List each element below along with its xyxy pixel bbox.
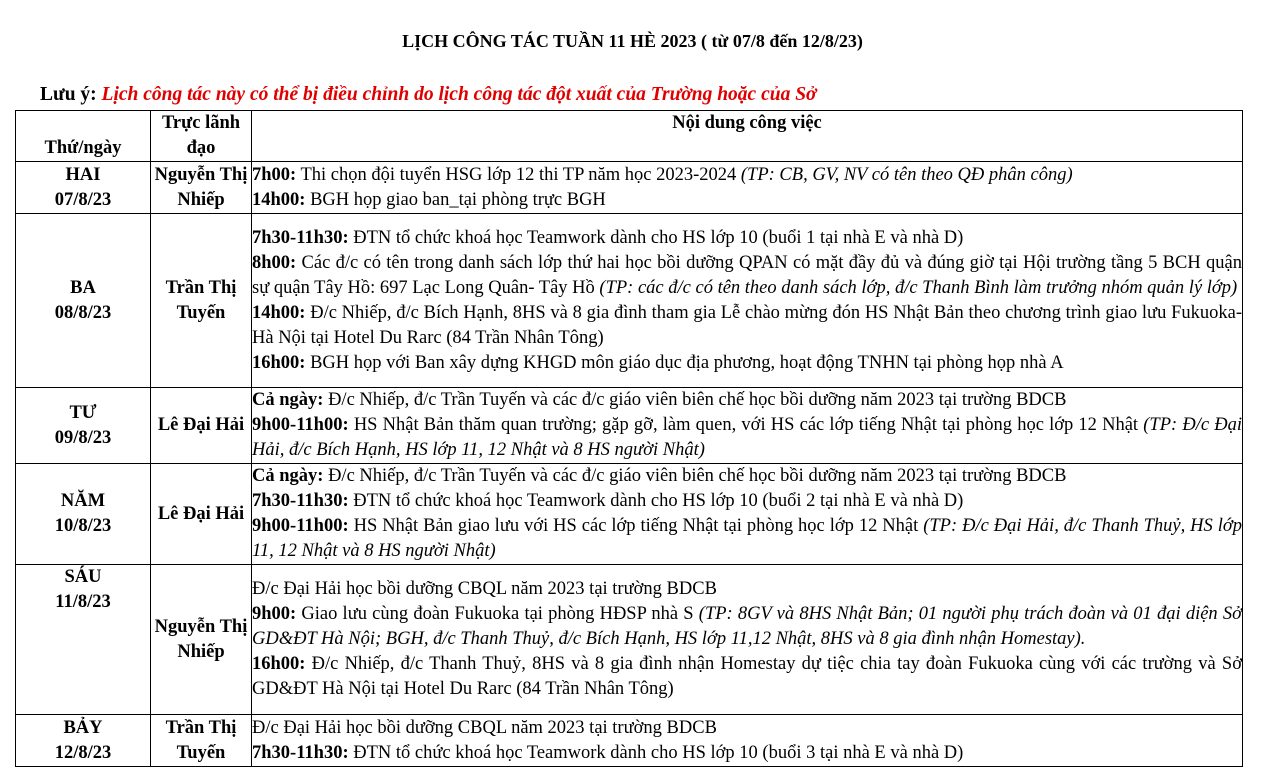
task-item [252, 351, 1242, 376]
task-time: 9h00-11h00: [252, 415, 349, 435]
schedule-row [16, 162, 1243, 214]
day-date: 11/8/23 [55, 592, 111, 612]
schedule-table [15, 110, 1243, 767]
task-item [252, 226, 1242, 251]
day-date: 08/8/23 [54, 302, 112, 323]
task-text: BGH họp giao ban_tại phòng trực BGH [305, 189, 606, 210]
task-text: Đ/c Nhiếp, đ/c Bích Hạnh, 8HS và 8 gia đình tham gia Lễ chào mừng đón HS Nhật Bản theo chương trình giao lưu Fukuoka- Hà Nội tại Hotel Du Rarc (84 Trần Nhân Tông) [252, 302, 1242, 348]
header-day: Thứ/ngày [16, 111, 151, 162]
note-line [40, 84, 817, 106]
day-cell [16, 715, 151, 767]
task-item [252, 716, 1242, 741]
task-time: 9h00: [252, 604, 297, 624]
task-text: HS Nhật Bản thăm quan trường; gặp gỡ, làm quen, với HS các lớp tiếng Nhật tại phòng học lớp 12 Nhật [348, 415, 1144, 435]
task-note: (TP: các đ/c có tên theo danh sách lớp, đ/c Thanh Bình làm trưởng nhóm quản lý lớp) [599, 277, 1238, 298]
task-item [252, 602, 1242, 652]
task-time: Cả ngày: [252, 390, 324, 410]
task-time: 8h00: [252, 252, 297, 273]
task-text: Giao lưu cùng đoàn Fukuoka tại phòng HĐSP nhà S [296, 604, 699, 624]
task-item [252, 577, 1242, 602]
task-item [252, 464, 1242, 489]
leader-cell: Lê Đại Hải [151, 388, 252, 464]
task-time: 7h30-11h30: [252, 491, 349, 511]
task-item [252, 251, 1242, 301]
day-date: 10/8/23 [54, 516, 112, 536]
leader-cell: Trần Thị Tuyến [151, 214, 252, 388]
content-cell [252, 214, 1243, 388]
task-time: 7h30-11h30: [252, 742, 349, 763]
task-item [252, 413, 1242, 463]
leader-cell: Lê Đại Hải [151, 464, 252, 565]
task-note: (TP: CB, GV, NV có tên theo QĐ phân công) [740, 164, 1073, 185]
header-leader: Trực lãnh đạo [151, 111, 252, 162]
day-date: 12/8/23 [54, 742, 112, 763]
task-item [252, 652, 1242, 702]
task-text: HS Nhật Bản giao lưu với HS các lớp tiếng Nhật tại phòng học lớp 12 Nhật [348, 516, 924, 536]
task-item [252, 514, 1242, 564]
task-item [252, 388, 1242, 413]
task-note: (TP: Đ/c Đại Hải, đ/c Bích Hạnh, HS lớp 11, 12 Nhật và 8 HS người Nhật) [252, 415, 1242, 460]
task-text: BGH họp với Ban xây dựng KHGD môn giáo dục địa phương, hoạt động TNHN tại phòng họp nhà A [305, 352, 1064, 373]
schedule-row [16, 715, 1243, 767]
day-name: NĂM [60, 491, 106, 511]
day-cell [16, 464, 151, 565]
page-title: LỊCH CÔNG TÁC TUẦN 11 HÈ 2023 ( từ 07/8 đến 12/8/23) [402, 31, 863, 51]
leader-cell: Nguyễn Thị Nhiếp [151, 565, 252, 715]
content-cell [252, 162, 1243, 214]
task-text: ĐTN tổ chức khoá học Teamwork dành cho HS lớp 10 (buổi 1 tại nhà E và nhà D) [348, 227, 964, 248]
day-cell [16, 388, 151, 464]
header-row [16, 111, 1243, 162]
task-time: 16h00: [252, 352, 306, 373]
day-date: 07/8/23 [54, 189, 112, 210]
day-name: HAI [65, 164, 101, 185]
task-time: 16h00: [252, 654, 306, 674]
content-cell [252, 388, 1243, 464]
leader-cell: Nguyễn Thị Nhiếp [151, 162, 252, 214]
task-text: ĐTN tổ chức khoá học Teamwork dành cho HS lớp 10 (buổi 3 tại nhà E và nhà D) [348, 742, 964, 763]
task-note: (TP: Đ/c Đại Hải, đ/c Thanh Thuỷ, HS lớp 11, 12 Nhật và 8 HS người Nhật) [252, 516, 1242, 561]
schedule-row [16, 214, 1243, 388]
header-content: Nội dung công việc [252, 111, 1243, 162]
note-label: Lưu ý: [40, 84, 97, 105]
task-text: Đ/c Đại Hải học bồi dưỡng CBQL năm 2023 tại trường BDCB [252, 579, 717, 599]
task-item [252, 163, 1242, 188]
task-time: 14h00: [252, 302, 306, 323]
task-item [252, 741, 1242, 766]
task-text: Các đ/c có tên trong danh sách lớp thứ hai học bồi dưỡng QPAN có mặt đầy đủ và đúng giờ tại Hội trường tầng 5 BCH quận sự quận Tây Hồ: 697 Lạc Long Quân- Tây Hồ [252, 252, 1242, 298]
day-name: BA [70, 277, 96, 298]
note-text: Lịch công tác này có thể bị điều chỉnh do lịch công tác đột xuất của Trường hoặc của Sở [101, 84, 817, 105]
task-time: 14h00: [252, 189, 306, 210]
task-text: Đ/c Đại Hải học bồi dưỡng CBQL năm 2023 tại trường BDCB [252, 717, 717, 738]
schedule-row [16, 464, 1243, 565]
task-time: 9h00-11h00: [252, 516, 349, 536]
leader-cell: Trần Thị Tuyến [151, 715, 252, 767]
task-item [252, 301, 1242, 351]
day-name: BẢY [63, 717, 103, 738]
day-cell [16, 162, 151, 214]
content-cell [252, 565, 1243, 715]
task-time: Cả ngày: [252, 466, 324, 486]
schedule-row [16, 565, 1243, 715]
task-time: 7h30-11h30: [252, 227, 349, 248]
day-cell [16, 214, 151, 388]
content-cell [252, 464, 1243, 565]
day-date: 09/8/23 [54, 427, 112, 448]
schedule-row [16, 388, 1243, 464]
task-item [252, 188, 1242, 213]
task-item [252, 489, 1242, 514]
task-text: Thi chọn đội tuyển HSG lớp 12 thi TP năm học 2023-2024 [296, 164, 741, 185]
task-text: Đ/c Nhiếp, đ/c Thanh Thuỷ, 8HS và 8 gia đình nhận Homestay dự tiệc chia tay đoàn Fukuoka cùng với các trường và Sở GD&ĐT Hà Nội tại Hotel Du Rarc (84 Trần Nhân Tông) [252, 654, 1242, 699]
task-note: (TP: 8GV và 8HS Nhật Bản; 01 người phụ trách đoàn và 01 đại diện Sở GD&ĐT Hà Nội; BGH, đ/c Thanh Thuỷ, đ/c Bích Hạnh, HS lớp 11,12 Nhật, 8HS và 8 gia đình nhận Homestay). [252, 604, 1242, 649]
day-cell [16, 565, 151, 715]
day-name: SÁU [64, 567, 102, 587]
task-text: ĐTN tổ chức khoá học Teamwork dành cho HS lớp 10 (buổi 2 tại nhà E và nhà D) [348, 491, 964, 511]
day-name: TƯ [69, 402, 97, 423]
task-time: 7h00: [252, 164, 297, 185]
content-cell [252, 715, 1243, 767]
task-text: Đ/c Nhiếp, đ/c Trần Tuyến và các đ/c giáo viên biên chế học bồi dưỡng năm 2023 tại trường BDCB [323, 466, 1067, 486]
task-text: Đ/c Nhiếp, đ/c Trần Tuyến và các đ/c giáo viên biên chế học bồi dưỡng năm 2023 tại trường BDCB [323, 390, 1067, 410]
